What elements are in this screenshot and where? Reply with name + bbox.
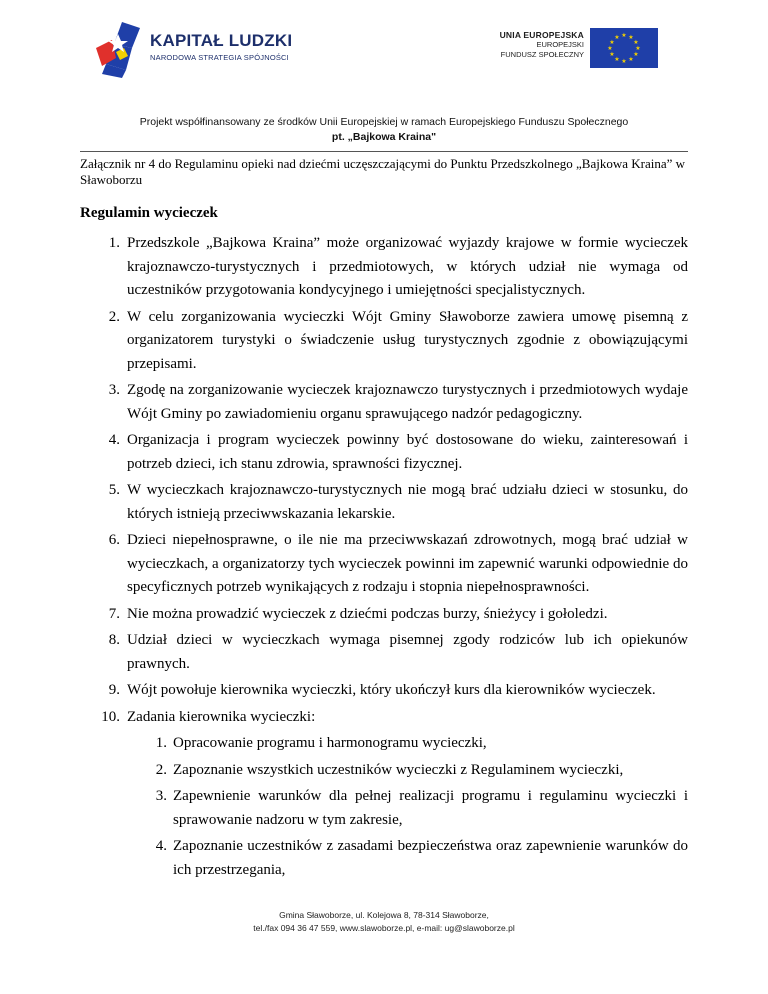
list-item-text: Przedszkole „Bajkowa Kraina” może organizować wyjazdy krajowe w formie wycieczek krajoznawczo-turystycznych i przedmiotowych, w których udział nie wymaga od uczestników przygotowania kondycyjnego i umiejętności specjalistycznych. (127, 235, 688, 298)
sub-list-item-text: Zapoznanie uczestników z zasadami bezpieczeństwa oraz zapewnienie warunków do ich przestrzegania, (173, 838, 688, 878)
svg-text:★: ★ (628, 56, 634, 63)
svg-text:★: ★ (614, 56, 620, 63)
list-item (80, 529, 688, 600)
eu-logo-text (500, 30, 584, 60)
sub-list-item (80, 785, 688, 832)
project-info-line1: Projekt współfinansowany ze środków Unii Europejskiej w ramach Europejskiego Funduszu Społecznego (139, 116, 629, 128)
list-item-text: Nie można prowadzić wycieczek z dziećmi podczas burzy, śnieżycy i gołoledzi. (127, 605, 608, 622)
svg-text:★: ★ (628, 34, 634, 41)
list-item (80, 306, 688, 377)
list-item-number: 9. (108, 682, 120, 698)
list-item (80, 679, 688, 703)
sub-list-item-number: 1. (155, 735, 167, 751)
svg-text:★: ★ (609, 39, 615, 46)
svg-text:★: ★ (621, 58, 627, 65)
list-item-number: 8. (108, 632, 120, 648)
list-item-text: Udział dzieci w wycieczkach wymaga pisemnej zgody rodziców lub ich opiekunów prawnych. (127, 632, 688, 672)
eu-logo-title: UNIA EUROPEJSKA (499, 30, 584, 40)
list-item (80, 429, 688, 476)
left-logo-subtitle: NARODOWA STRATEGIA SPÓJNOŚCI (150, 53, 289, 62)
eu-logo-line1: EUROPEJSKI (536, 40, 584, 49)
sub-list-item-number: 4. (155, 838, 167, 854)
eu-logo (480, 28, 660, 68)
list-item-number: 10. (101, 708, 120, 725)
list-item-number: 2. (108, 308, 120, 325)
kapital-ludzki-logo (92, 18, 292, 80)
list-item-text: Zgodę na zorganizowanie wycieczek krajoznawczo turystycznych i przedmiotowych wydaje Wójt Gminy po zawiadomieniu organu sprawującego nadzór pedagogiczny. (127, 382, 688, 422)
svg-text:★: ★ (635, 45, 641, 52)
list-item-text: Wójt powołuje kierownika wycieczki, który ukończył kurs dla kierowników wycieczek. (127, 682, 656, 698)
svg-text:★: ★ (607, 45, 613, 52)
footer-address: Gmina Sławoborze, ul. Kolejowa 8, 78-314 Sławoborze, (279, 910, 489, 920)
list-item (80, 232, 688, 303)
project-info-line2: pt. „Bajkowa Kraina" (331, 131, 437, 143)
eu-flag-icon (590, 28, 658, 68)
list-item-number: 3. (108, 382, 120, 398)
eu-logo-line2: FUNDUSZ SPOŁECZNY (500, 50, 584, 59)
list-item-text: Dzieci niepełnosprawne, o ile nie ma przeciwwskazań zdrowotnych, mogą brać udział w wycieczkach, a organizatorzy tych wycieczek powinni im zapewnić warunki odpowiednie do specyficznych potrzeb wynikających z rodzaju i stopnia niepełnosprawności. (127, 532, 688, 595)
list-item-text: Organizacja i program wycieczek powinny być dostosowane do wieku, zainteresowań i potrzeb dzieci, ich stanu zdrowia, sprawności fizycznej. (127, 432, 688, 472)
list-item-text: W celu zorganizowania wycieczki Wójt Gminy Sławoborze zawiera umowę pisemną z organizatorem turystyki o świadczenie usług turystycznych zgodnie z obowiązującymi przepisami. (127, 308, 688, 372)
left-logo-name: KAPITAŁ LUDZKI (150, 31, 293, 50)
sub-list-item-number: 2. (155, 761, 167, 778)
list-item (80, 479, 688, 526)
list-item-number: 1. (108, 235, 120, 251)
list-item (80, 603, 688, 627)
annex-note: Załącznik nr 4 do Regulaminu opieki nad dziećmi uczęszczającymi do Punktu Przedszkolnego „Bajkowa Kraina” w Sławoborzu (80, 156, 686, 187)
sub-list-item (80, 759, 688, 783)
svg-text:★: ★ (614, 34, 620, 41)
sub-list-item (80, 835, 688, 882)
list-item-number: 5. (108, 482, 120, 498)
sub-list-item-number: 3. (155, 788, 167, 804)
svg-text:★: ★ (633, 39, 639, 46)
list-item-text: Zadania kierownika wycieczki: (127, 708, 316, 725)
svg-text:★: ★ (633, 51, 639, 58)
sub-list-item-text: Zapewnienie warunków dla pełnej realizacji programu i regulaminu wycieczki i sprawowanie nadzoru w tym zakresie, (173, 788, 688, 828)
list-item-number: 7. (108, 605, 120, 622)
list-item (80, 379, 688, 426)
svg-text:★: ★ (621, 32, 627, 39)
sub-list-item-text: Zapoznanie wszystkich uczestników wycieczki z Regulaminem wycieczki, (173, 761, 624, 778)
header-divider (80, 151, 688, 152)
list-item-number: 4. (108, 432, 120, 448)
sub-list-item (80, 732, 688, 756)
sub-list-item-text: Opracowanie programu i harmonogramu wycieczki, (173, 735, 487, 751)
svg-text:★: ★ (609, 51, 615, 58)
list-item (80, 629, 688, 676)
list-item (80, 706, 688, 730)
list-item-text: W wycieczkach krajoznawczo-turystycznych nie mogą brać udziału dzieci w stosunku, do których istnieją przeciwwskazania lekarskie. (127, 482, 688, 522)
footer-contact: tel./fax 094 36 47 559, www.slawoborze.pl, e-mail: ug@slawoborze.pl (253, 923, 515, 933)
page-title: Regulamin wycieczek (80, 205, 218, 221)
list-item-number: 6. (108, 532, 120, 548)
regulation-list (80, 232, 688, 885)
kapital-ludzki-emblem-icon (92, 18, 144, 80)
